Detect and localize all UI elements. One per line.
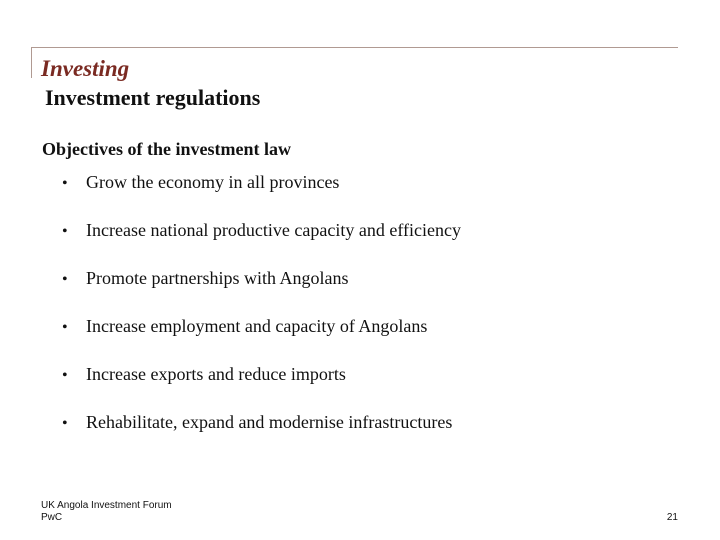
bullet-icon: • [62, 367, 68, 384]
header-rule [31, 47, 678, 48]
footer-company: PwC [41, 512, 63, 523]
slide-subtitle: Investment regulations [45, 85, 261, 110]
bullet-icon: • [62, 175, 68, 192]
page-number: 21 [666, 512, 678, 523]
bullet-text: Rehabilitate, expand and modernise infrastructures [86, 412, 453, 432]
bullet-icon: • [62, 223, 68, 240]
footer-event: UK Angola Investment Forum [41, 500, 172, 511]
bullet-text: Grow the economy in all provinces [86, 172, 340, 192]
bullet-item [62, 316, 427, 338]
header-rule-vertical [31, 47, 32, 78]
bullet-item [62, 268, 348, 290]
bullet-item [62, 364, 346, 386]
bullet-icon: • [62, 415, 68, 432]
bullet-text: Promote partnerships with Angolans [86, 268, 349, 288]
bullet-text: Increase national productive capacity and efficiency [86, 220, 461, 240]
bullet-icon: • [62, 271, 68, 288]
footer-source [41, 500, 172, 524]
bullet-text: Increase employment and capacity of Angolans [86, 316, 428, 336]
slide-title: Investing [41, 56, 130, 81]
bullet-icon: • [62, 319, 68, 336]
bullet-item [62, 412, 452, 434]
bullet-item [62, 220, 461, 242]
bullet-item [62, 172, 339, 194]
bullet-text: Increase exports and reduce imports [86, 364, 346, 384]
section-heading: Objectives of the investment law [42, 139, 291, 159]
